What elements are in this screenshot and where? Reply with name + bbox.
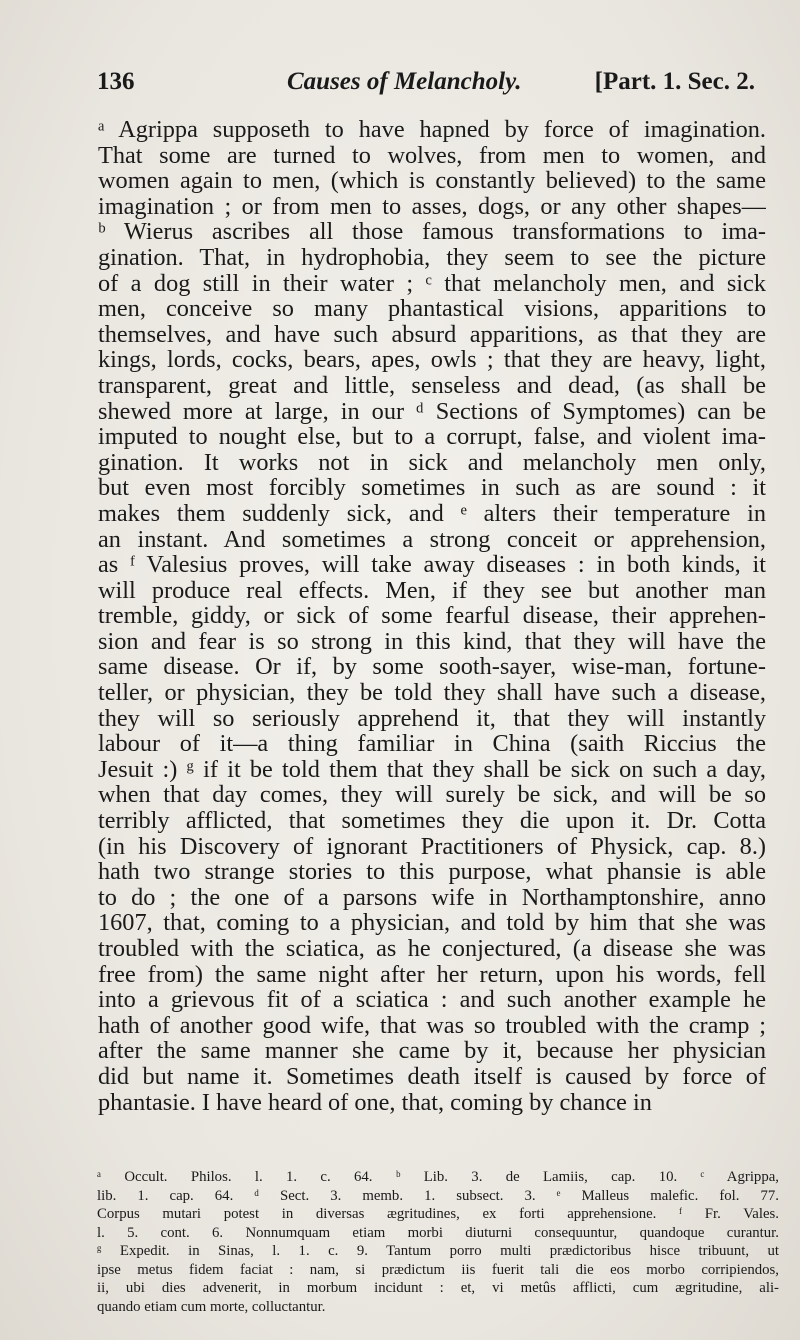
text-line: troubled with the sciatica, as he conjectured, (a disease she was bbox=[98, 936, 766, 962]
footnotes bbox=[97, 1168, 779, 1316]
text-line: ᵇ Wierus ascribes all those famous transformations to ima- bbox=[98, 219, 766, 245]
text-line: tremble, giddy, or sick of some fearful disease, their apprehen- bbox=[98, 603, 766, 629]
text-line: gination. It works not in sick and melancholy men only, bbox=[98, 449, 766, 476]
text-line: of a dog still in their water ; ᶜ that melancholy men, and sick bbox=[98, 270, 766, 297]
text-line: shewed more at large, in our ᵈ Sections of Symptomes) can be bbox=[98, 398, 766, 425]
running-header bbox=[97, 68, 755, 102]
text-line: phantasie. I have heard of one, that, coming by chance in bbox=[98, 1089, 652, 1116]
footnote-line: ipse metus fidem faciat : nam, si prædictum iis fuerit tali die eos morbo corripiendos, bbox=[97, 1261, 779, 1278]
footnote-line: l. 5. cont. 6. Nonnumquam etiam morbi diuturni consequuntur, quandoque curantur. bbox=[97, 1224, 779, 1241]
text-line: transparent, great and little, senseless and dead, (as shall be bbox=[98, 372, 766, 399]
text-line: free from) the same night after her return, upon his words, fell bbox=[98, 961, 766, 988]
text-line: themselves, and have such absurd apparitions, as that they are bbox=[98, 321, 766, 348]
text-line: imagination ; or from men to asses, dogs, or any other shapes— bbox=[98, 193, 766, 220]
text-line: That some are turned to wolves, from men to women, and bbox=[98, 142, 766, 169]
text-line: imputed to nought else, but to a corrupt, false, and violent ima- bbox=[98, 424, 766, 450]
running-title: Causes of Melancholy. bbox=[287, 68, 522, 95]
footnote-line: quando etiam cum morte, colluctantur. bbox=[97, 1298, 326, 1315]
text-line: hath two strange stories to this purpose, what phansie is able bbox=[98, 859, 766, 885]
footnote-line: ᵍ Expedit. in Sinas, l. 1. c. 9. Tantum porro multi prædictoribus hisce tribuunt, ut bbox=[97, 1243, 779, 1259]
text-line: into a grievous fit of a sciatica : and such another example he bbox=[98, 987, 766, 1013]
text-line: to do ; the one of a parsons wife in Northamptonshire, anno bbox=[98, 884, 766, 911]
footnote-line: ii, ubi dies advenerit, in morbum incidunt : et, vi metûs afflicti, cum ægritudine, ali- bbox=[97, 1280, 779, 1296]
text-line: but even most forcibly sometimes in such as are sound : it bbox=[98, 475, 766, 501]
footnote-line: Corpus mutari potest in diversas ægritudines, ex forti apprehensione. ᶠ Fr. Vales. bbox=[97, 1206, 779, 1222]
text-line: ᵃ Agrippa supposeth to have hapned by force of imagination. bbox=[98, 117, 766, 143]
text-line: labour of it—a thing familiar in China (saith Riccius the bbox=[98, 731, 766, 757]
text-line: gination. That, in hydrophobia, they seem to see the picture bbox=[98, 244, 766, 271]
text-line: men, conceive so many phantastical visions, apparitions to bbox=[98, 296, 766, 322]
text-line: after the same manner she came by it, because her physician bbox=[98, 1038, 766, 1064]
text-line: 1607, that, coming to a physician, and told by him that she was bbox=[98, 910, 766, 936]
text-line: same disease. Or if, by some sooth-sayer, wise-man, fortune- bbox=[98, 654, 766, 681]
text-line: Jesuit :) ᵍ if it be told them that they shall be sick on such a day, bbox=[98, 756, 766, 783]
text-line: kings, lords, cocks, bears, apes, owls ; that they are heavy, light, bbox=[98, 347, 766, 373]
text-line: an instant. And sometimes a strong conceit or apprehension, bbox=[98, 526, 766, 553]
text-line: terribly afflicted, that sometimes they die upon it. Dr. Cotta bbox=[98, 808, 766, 834]
text-line: as ᶠ Valesius proves, will take away diseases : in both kinds, it bbox=[98, 552, 766, 578]
text-line: women again to men, (which is constantly believed) to the same bbox=[98, 168, 766, 194]
text-line: hath of another good wife, that was so troubled with the cramp ; bbox=[98, 1012, 766, 1039]
footnote-line: lib. 1. cap. 64. ᵈ Sect. 3. memb. 1. subsect. 3. ᵉ Malleus malefic. fol. 77. bbox=[97, 1187, 779, 1204]
body-text bbox=[98, 117, 766, 1115]
text-line: when that day comes, they will surely be sick, and will be so bbox=[98, 782, 766, 809]
text-line: will produce real effects. Men, if they see but another man bbox=[98, 577, 766, 604]
text-line: makes them suddenly sick, and ᵉ alters their temperature in bbox=[98, 500, 766, 527]
text-line: teller, or physician, they be told they shall have such a disease, bbox=[98, 680, 766, 706]
text-line: sion and fear is so strong in this kind, that they will have the bbox=[98, 628, 766, 655]
footnote-line: ᵃ Occult. Philos. l. 1. c. 64. ᵇ Lib. 3. de Lamiis, cap. 10. ᶜ Agrippa, bbox=[97, 1169, 779, 1185]
text-line: (in his Discovery of ignorant Practitioners of Physick, cap. 8.) bbox=[98, 833, 766, 860]
part-section-label: [Part. 1. Sec. 2. bbox=[594, 68, 755, 95]
text-line: did but name it. Sometimes death itself is caused by force of bbox=[98, 1063, 766, 1090]
text-line: they will so seriously apprehend it, that they will instantly bbox=[98, 705, 766, 732]
page-number: 136 bbox=[97, 68, 135, 95]
